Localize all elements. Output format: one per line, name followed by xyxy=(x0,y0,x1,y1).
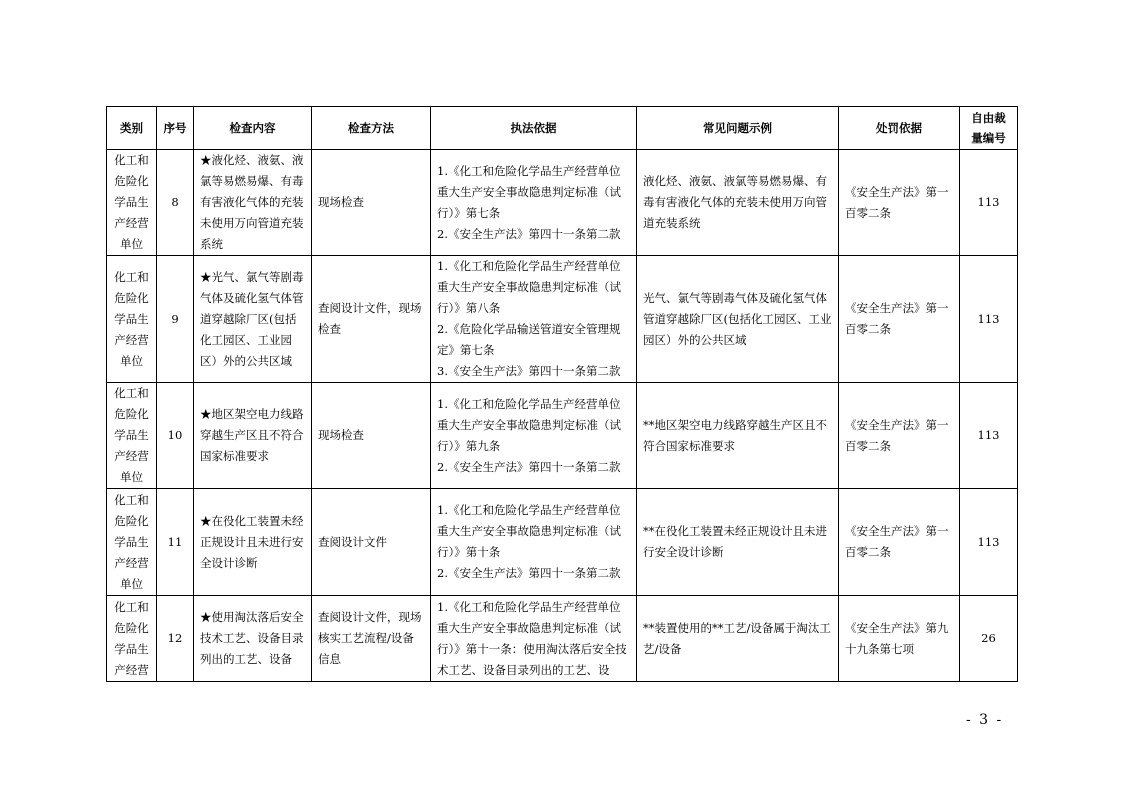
header-content: 检查内容 xyxy=(194,107,312,150)
cell-code: 26 xyxy=(960,596,1018,682)
cell-content: ★地区架空电力线路穿越生产区且不符合国家标准要求 xyxy=(194,383,312,489)
page-number: - 3 - xyxy=(966,712,1004,728)
inspection-table xyxy=(106,106,1018,682)
header-method: 检查方法 xyxy=(312,107,431,150)
header-category: 类别 xyxy=(107,107,157,150)
header-code: 自由裁量编号 xyxy=(960,107,1018,150)
table-row xyxy=(107,383,1018,489)
cell-seq: 11 xyxy=(157,489,194,596)
cell-example: 光气、氯气等剧毒气体及硫化氢气体管道穿越除厂区(包括化工园区、工业园区）外的公共区域 xyxy=(637,256,839,383)
cell-code: 113 xyxy=(960,383,1018,489)
table-row xyxy=(107,489,1018,596)
basis-line: 2.《安全生产法》第四十一条第二款 xyxy=(437,566,621,580)
cell-category: 化工和危险化学品生产经营单位 xyxy=(107,256,157,383)
basis-line: 3.《安全生产法》第四十一条第二款 xyxy=(437,364,621,378)
cell-basis xyxy=(431,383,637,489)
table-row xyxy=(107,256,1018,383)
cell-penalty: 《安全生产法》第九十九条第七项 xyxy=(839,596,960,682)
cell-basis xyxy=(431,256,637,383)
basis-line: 2.《安全生产法》第四十一条第二款 xyxy=(437,226,621,241)
cell-seq: 12 xyxy=(157,596,194,682)
table-header-row xyxy=(107,107,1018,150)
regulation-table-container xyxy=(106,106,1018,682)
basis-line: 1.《化工和危险化学品生产经营单位重大生产安全事故隐患判定标准（试行）》第九条 xyxy=(437,396,621,453)
cell-basis xyxy=(431,489,637,596)
table-row xyxy=(107,150,1018,256)
cell-seq: 8 xyxy=(157,150,194,256)
header-basis: 执法依据 xyxy=(431,107,637,150)
cell-basis xyxy=(431,150,637,256)
cell-seq: 9 xyxy=(157,256,194,383)
header-example: 常见问题示例 xyxy=(637,107,839,150)
cell-method: 现场检查 xyxy=(312,383,431,489)
cell-example: **地区架空电力线路穿越生产区且不符合国家标准要求 xyxy=(637,383,839,489)
cell-code: 113 xyxy=(960,489,1018,596)
cell-basis xyxy=(431,596,637,682)
header-seq: 序号 xyxy=(157,107,194,150)
cell-method: 现场检查 xyxy=(312,150,431,256)
cell-category: 化工和危险化学品生产经营单位 xyxy=(107,150,157,256)
cell-content: ★使用淘汰落后安全技术工艺、设备目录列出的工艺、设备 xyxy=(194,596,312,682)
cell-example: **装置使用的**工艺/设备属于淘汰工艺/设备 xyxy=(637,596,839,682)
cell-method: 查阅设计文件 xyxy=(312,489,431,596)
cell-penalty: 《安全生产法》第一百零二条 xyxy=(839,489,960,596)
cell-penalty: 《安全生产法》第一百零二条 xyxy=(839,150,960,256)
cell-seq: 10 xyxy=(157,383,194,489)
cell-category: 化工和危险化学品生产经营单位 xyxy=(107,489,157,596)
cell-example: 液化烃、液氨、液氯等易燃易爆、有毒有害液化气体的充装未使用万向管道充装系统 xyxy=(637,150,839,256)
cell-penalty: 《安全生产法》第一百零二条 xyxy=(839,383,960,489)
basis-line: 1.《化工和危险化学品生产经营单位重大生产安全事故隐患判定标准（试行）》第八条 xyxy=(437,259,621,315)
cell-content: ★在役化工装置未经正规设计且未进行安全设计诊断 xyxy=(194,489,312,596)
cell-example: **在役化工装置未经正规设计且未进行安全设计诊断 xyxy=(637,489,839,596)
basis-line: 2.《危险化学品输送管道安全管理规定》第七条 xyxy=(437,322,621,357)
cell-method: 查阅设计文件，现场核实工艺流程/设备信息 xyxy=(312,596,431,682)
cell-category: 化工和危险化学品生产经营单位 xyxy=(107,383,157,489)
basis-line: 2.《安全生产法》第四十一条第二款 xyxy=(437,459,621,474)
basis-line: 1.《化工和危险化学品生产经营单位重大生产安全事故隐患判定标准（试行）》第七条 xyxy=(437,163,621,220)
cell-content: ★光气、氯气等剧毒气体及硫化氢气体管道穿越除厂区(包括化工园区、工业园区）外的公共区域 xyxy=(194,256,312,383)
basis-line: 1.《化工和危险化学品生产经营单位重大生产安全事故隐患判定标准（试行）》第十一条：使用淘汰落后安全技术工艺、设备目录列出的工艺、设 xyxy=(437,599,627,677)
cell-content: ★液化烃、液氨、液氯等易燃易爆、有毒有害液化气体的充装未使用万向管道充装系统 xyxy=(194,150,312,256)
basis-line: 1.《化工和危险化学品生产经营单位重大生产安全事故隐患判定标准（试行）》第十条 xyxy=(437,503,621,559)
header-penalty: 处罚依据 xyxy=(839,107,960,150)
cell-code: 113 xyxy=(960,256,1018,383)
cell-code: 113 xyxy=(960,150,1018,256)
cell-penalty: 《安全生产法》第一百零二条 xyxy=(839,256,960,383)
table-row xyxy=(107,596,1018,682)
cell-method: 查阅设计文件，现场检查 xyxy=(312,256,431,383)
cell-category: 化工和危险化学品生产经营 xyxy=(107,596,157,682)
